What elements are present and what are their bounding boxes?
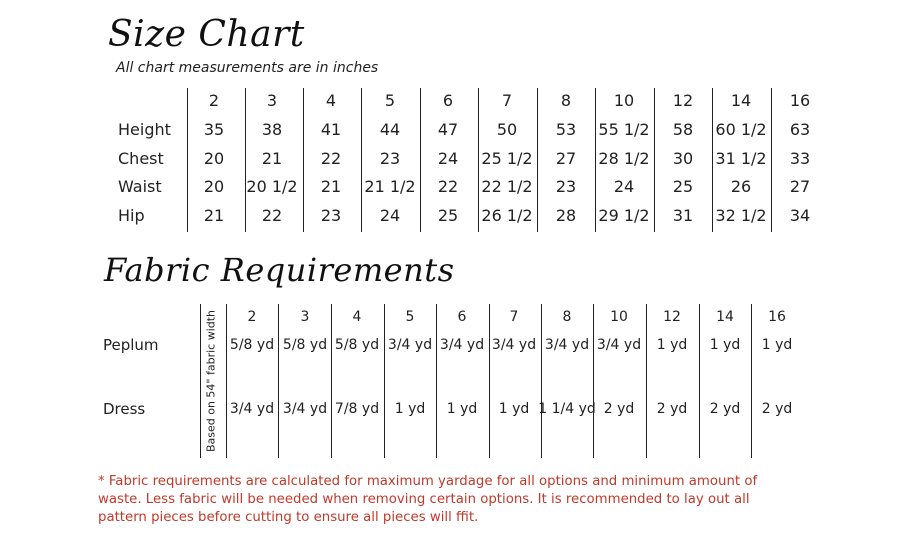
fabric-size-header: 14 <box>716 309 734 325</box>
size-column-divider <box>245 88 246 232</box>
fabric-size-header: 16 <box>768 309 786 325</box>
size-cell: 24 <box>613 177 635 196</box>
size-cell: 60 1/2 <box>715 120 767 139</box>
size-cell: 47 <box>437 120 459 139</box>
size-column-divider <box>537 88 538 232</box>
fabric-cell: 2 yd <box>709 401 741 417</box>
size-cell: 30 <box>672 149 694 168</box>
size-column-divider <box>712 88 713 232</box>
size-cell: 25 <box>672 177 694 196</box>
fabric-cell: 3/4 yd <box>544 337 590 353</box>
fabric-cell: 1 yd <box>656 337 688 353</box>
size-column-divider <box>595 88 596 232</box>
fabric-column-divider <box>541 304 542 458</box>
size-cell: 22 1/2 <box>481 177 533 196</box>
size-cell: 26 <box>730 177 752 196</box>
size-cell: 20 <box>203 177 225 196</box>
size-column-divider <box>654 88 655 232</box>
fabric-column-divider <box>331 304 332 458</box>
fabric-size-header: 10 <box>610 309 628 325</box>
fabric-column-divider <box>751 304 752 458</box>
size-column-divider <box>420 88 421 232</box>
size-header: 2 <box>208 91 220 110</box>
fabric-cell: 2 yd <box>603 401 635 417</box>
fabric-column-divider <box>646 304 647 458</box>
size-cell: 50 <box>496 120 518 139</box>
fabric-size-header: 3 <box>300 309 310 325</box>
size-chart-subtitle: All chart measurements are in inches <box>116 60 379 76</box>
size-cell: 27 <box>555 149 577 168</box>
fabric-cell: 3/4 yd <box>229 401 275 417</box>
fabric-cell: 5/8 yd <box>334 337 380 353</box>
size-cell: 28 1/2 <box>598 149 650 168</box>
size-cell: 53 <box>555 120 577 139</box>
size-cell: 22 <box>261 206 283 225</box>
fabric-cell: 1 yd <box>761 337 793 353</box>
size-cell: 44 <box>379 120 401 139</box>
size-column-divider <box>478 88 479 232</box>
fabric-footnote: * Fabric requirements are calculated for maximum yardage for all options and minimum amount of waste. Less fabric will be needed when removing certain options. It is recommended to lay out all pattern pieces before cutting to ensure all pieces will ffit. <box>98 474 758 525</box>
size-header: 3 <box>266 91 278 110</box>
fabric-cell: 7/8 yd <box>334 401 380 417</box>
fabric-size-header: 5 <box>405 309 415 325</box>
fabric-cell: 1 1/4 yd <box>538 401 596 417</box>
size-row-label: Height <box>118 120 171 139</box>
fabric-size-header: 12 <box>663 309 681 325</box>
size-column-divider <box>303 88 304 232</box>
size-header: 4 <box>325 91 337 110</box>
fabric-size-header: 6 <box>457 309 467 325</box>
size-cell: 63 <box>789 120 811 139</box>
size-cell: 26 1/2 <box>481 206 533 225</box>
fabric-column-divider <box>699 304 700 458</box>
fabric-cell: 2 yd <box>761 401 793 417</box>
fabric-size-header: 2 <box>247 309 257 325</box>
size-cell: 23 <box>320 206 342 225</box>
size-cell: 33 <box>789 149 811 168</box>
fabric-column-divider <box>226 304 227 458</box>
size-row-label: Hip <box>118 206 145 225</box>
fabric-requirements-title: Fabric Requirements <box>104 251 455 289</box>
fabric-column-divider <box>200 304 201 458</box>
size-header: 5 <box>384 91 396 110</box>
size-cell: 20 1/2 <box>246 177 298 196</box>
size-header: 10 <box>613 91 635 110</box>
size-cell: 22 <box>437 177 459 196</box>
fabric-cell: 1 yd <box>394 401 426 417</box>
size-cell: 38 <box>261 120 283 139</box>
size-header: 8 <box>560 91 572 110</box>
size-cell: 25 <box>437 206 459 225</box>
fabric-size-header: 4 <box>352 309 362 325</box>
size-cell: 21 <box>261 149 283 168</box>
fabric-cell: 3/4 yd <box>282 401 328 417</box>
fabric-size-header: 8 <box>562 309 572 325</box>
size-cell: 41 <box>320 120 342 139</box>
size-header: 16 <box>789 91 811 110</box>
size-cell: 21 <box>320 177 342 196</box>
size-cell: 21 1/2 <box>364 177 416 196</box>
fabric-cell: 3/4 yd <box>439 337 485 353</box>
size-cell: 29 1/2 <box>598 206 650 225</box>
size-cell: 24 <box>379 206 401 225</box>
fabric-width-note: Based on 54" fabric width <box>204 309 218 453</box>
size-chart-title: Size Chart <box>108 14 305 55</box>
fabric-cell: 2 yd <box>656 401 688 417</box>
size-cell: 32 1/2 <box>715 206 767 225</box>
fabric-cell: 1 yd <box>498 401 530 417</box>
fabric-cell: 1 yd <box>446 401 478 417</box>
fabric-size-header: 7 <box>509 309 519 325</box>
size-cell: 28 <box>555 206 577 225</box>
fabric-column-divider <box>278 304 279 458</box>
size-cell: 55 1/2 <box>598 120 650 139</box>
size-cell: 23 <box>555 177 577 196</box>
size-cell: 34 <box>789 206 811 225</box>
size-header: 6 <box>442 91 454 110</box>
size-cell: 23 <box>379 149 401 168</box>
size-cell: 25 1/2 <box>481 149 533 168</box>
size-row-label: Waist <box>118 177 162 196</box>
fabric-cell: 5/8 yd <box>282 337 328 353</box>
size-cell: 22 <box>320 149 342 168</box>
size-column-divider <box>361 88 362 232</box>
size-cell: 20 <box>203 149 225 168</box>
fabric-column-divider <box>384 304 385 458</box>
fabric-cell: 1 yd <box>709 337 741 353</box>
fabric-cell: 3/4 yd <box>596 337 642 353</box>
size-cell: 21 <box>203 206 225 225</box>
size-column-divider <box>187 88 188 232</box>
fabric-column-divider <box>436 304 437 458</box>
fabric-cell: 3/4 yd <box>387 337 433 353</box>
size-header: 14 <box>730 91 752 110</box>
size-cell: 58 <box>672 120 694 139</box>
size-cell: 31 <box>672 206 694 225</box>
size-cell: 31 1/2 <box>715 149 767 168</box>
fabric-column-divider <box>593 304 594 458</box>
size-cell: 35 <box>203 120 225 139</box>
size-header: 7 <box>501 91 513 110</box>
fabric-cell: 3/4 yd <box>491 337 537 353</box>
size-column-divider <box>771 88 772 232</box>
size-cell: 27 <box>789 177 811 196</box>
fabric-row-label: Dress <box>103 400 146 418</box>
fabric-column-divider <box>489 304 490 458</box>
size-cell: 24 <box>437 149 459 168</box>
size-header: 12 <box>672 91 694 110</box>
fabric-cell: 5/8 yd <box>229 337 275 353</box>
size-row-label: Chest <box>118 149 164 168</box>
fabric-row-label: Peplum <box>103 336 159 354</box>
